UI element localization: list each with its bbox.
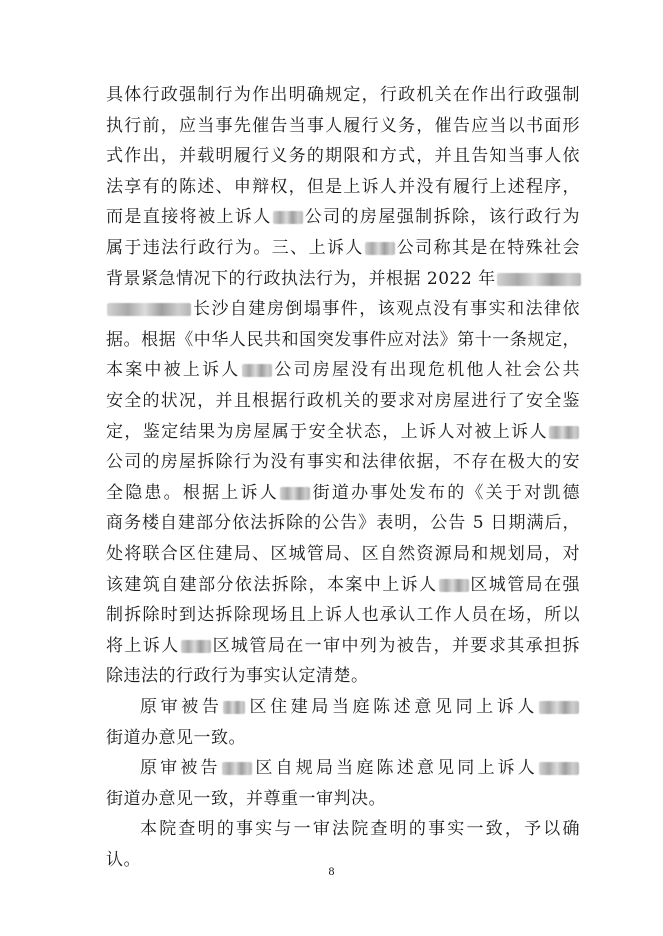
redaction-blur: [497, 273, 581, 286]
redaction-blur: [439, 579, 469, 592]
paragraph-2: [106, 692, 580, 753]
paragraph-1: [106, 80, 580, 692]
text-line: 具体行政强制行为作出明确规定，行政机关在作出行政强制: [106, 85, 580, 105]
text-fragment: 而是直接将被上诉人: [106, 207, 272, 228]
text-fragment: 公司房屋没有出现危机他人社会公共: [272, 360, 581, 381]
text-line: 本院查明的事实与一审法院查明的事实一致，予以确: [140, 819, 580, 839]
text-fragment: 长沙自建房倒塌事件，该观点没有事实和法律依: [192, 299, 580, 320]
text-line: 认。: [106, 849, 141, 870]
text-fragment: 本案中被上诉人: [106, 360, 241, 381]
text-fragment: 全隐患。根据上诉人: [106, 482, 279, 503]
text-fragment: 区自规局当庭陈述意见同上诉人: [252, 758, 539, 778]
text-line: 执行前，应当事先催告当事人履行义务，催告应当以书面形: [106, 115, 580, 136]
text-line: [106, 478, 580, 509]
text-line: 公司的房屋拆除行为没有事实和法律依据，不存在极大的安: [106, 452, 580, 473]
page-number: 8: [328, 864, 335, 878]
redaction-blur: [549, 426, 579, 439]
text-line: 式作出，并载明履行义务的期限和方式，并且告知当事人依: [106, 146, 580, 167]
redaction-blur: [539, 701, 579, 714]
text-line: [106, 753, 580, 784]
text-fragment: 街道办事处发布的《关于对凯德: [310, 482, 581, 503]
text-line: [106, 264, 580, 295]
text-line: [106, 202, 580, 233]
text-line: [106, 570, 580, 601]
text-fragment: 将上诉人: [106, 635, 180, 656]
text-fragment: 公司称其是在特殊社会: [395, 237, 581, 258]
text-line: 街道办意见一致。: [106, 727, 246, 748]
text-fragment: 区城管局在一审中列为被告，并要求其承担拆: [211, 635, 581, 656]
text-fragment: 原审被告: [140, 758, 221, 778]
text-fragment: 属于违法行政行为。三、上诉人: [106, 237, 364, 258]
text-line: 商务楼自建部分依法拆除的公告》表明，公告 5 日期满后，: [106, 513, 580, 534]
text-line: [106, 294, 580, 325]
redaction-blur: [365, 242, 395, 255]
text-fragment: 该建筑自建部分依法拆除，本案中上诉人: [106, 574, 438, 595]
text-line: 制拆除时到达拆除现场且上诉人也承认工作人员在场，所以: [106, 605, 580, 626]
text-fragment: 公司的房屋强制拆除，该行政行为: [303, 207, 580, 228]
text-fragment: 区城管局在强: [469, 574, 580, 595]
text-fragment: 区住建局当庭陈述意见同上诉人: [246, 697, 539, 717]
text-line: 除违法的行政行为事实认定清楚。: [106, 666, 369, 687]
redaction-blur: [107, 303, 191, 316]
text-fragment: 定，鉴定结果为房屋属于安全状态，上诉人对被上诉人: [106, 421, 548, 442]
paragraph-3: [106, 753, 580, 814]
text-fragment: 原审被告: [140, 697, 223, 717]
text-line: [106, 233, 580, 264]
redaction-blur: [273, 211, 303, 224]
redaction-blur: [223, 701, 245, 714]
text-line: 据。根据《中华人民共和国突发事件应对法》第十一条规定，: [106, 329, 580, 350]
redaction-blur: [242, 364, 272, 377]
text-fragment: 背景紧急情况下的行政执法行为，并根据 2022 年: [106, 268, 496, 289]
redaction-blur: [539, 762, 579, 775]
text-line: [106, 417, 580, 448]
text-line: 安全的状况，并且根据行政机关的要求对房屋进行了安全鉴: [106, 390, 580, 411]
text-line: [106, 355, 580, 386]
redaction-blur: [222, 762, 252, 775]
text-line: [106, 631, 580, 662]
redaction-blur: [181, 640, 211, 653]
text-line: 街道办意见一致，并尊重一审判决。: [106, 788, 386, 809]
text-line: 处将联合区住建局、区城管局、区自然资源局和规划局，对: [106, 543, 580, 564]
redaction-blur: [280, 487, 310, 500]
text-line: 法享有的陈述、申辩权，但是上诉人并没有履行上述程序，: [106, 176, 580, 197]
text-line: [106, 692, 580, 723]
